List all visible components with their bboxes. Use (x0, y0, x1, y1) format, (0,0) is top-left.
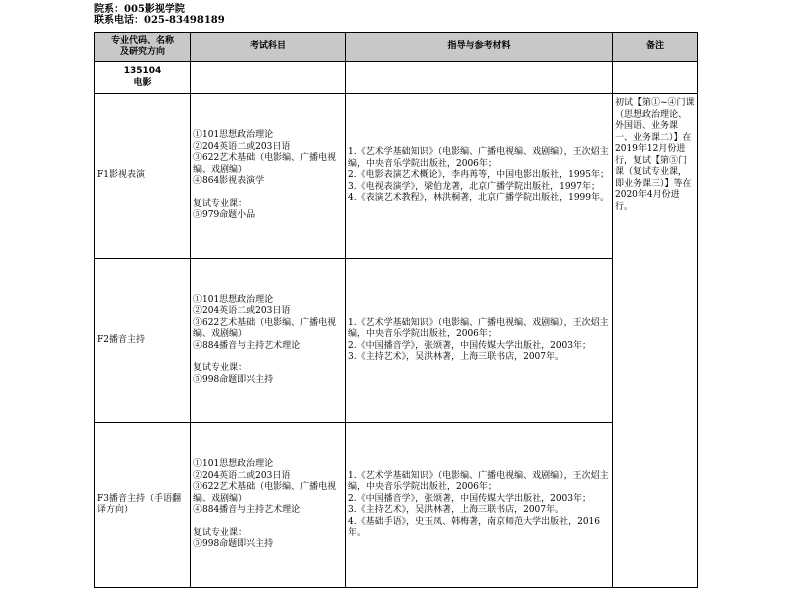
material-item: 1.《艺术学基础知识》（电影编、广播电视编、戏剧编），王次炤主编，中央音乐学院出版社，2006年； (348, 317, 609, 339)
subject-item: ③622艺术基础（电影编、广播电视编、戏剧编） (193, 317, 337, 340)
subject-item: ①101思想政治理论 (193, 130, 274, 141)
material-item: 4.《基础手语》，史玉凤、韩梅著，南京师范大学出版社，2016年。 (348, 516, 600, 538)
phone-label: 联系电话：025-83498189 (94, 15, 225, 26)
subject-item: ④884播音与主持艺术理论 (193, 505, 301, 516)
material-item: 2.《中国播音学》，张颂著，中国传媒大学出版社，2003年； (348, 493, 591, 504)
column-header-subjects: 考试科目 (191, 33, 346, 62)
material-item: 1.《艺术学基础知识》（电影编、广播电视编、戏剧编），王次炤主编，中央音乐学院出版社，2006年； (348, 470, 609, 492)
material-item: 3.《主持艺术》，吴洪林著，上海三联书店，2007年。 (348, 352, 564, 362)
materials-cell (346, 94, 613, 259)
direction-cell: F3播音主持（手语翻译方向） (95, 423, 191, 588)
empty-cell (613, 62, 698, 94)
direction-cell: F1影视表演 (95, 94, 191, 259)
document-header (94, 4, 225, 26)
subject-item: ①101思想政治理论 (193, 294, 274, 305)
major-name: 电影 (133, 77, 152, 88)
major-row (95, 62, 698, 94)
table-row (95, 259, 698, 423)
department-label: 院系：005影视学院 (94, 4, 185, 15)
retest-label: 复试专业课： (193, 527, 248, 538)
material-item: 3.《主持艺术》，吴洪林著，上海三联书店，2007年。 (348, 505, 564, 515)
column-header-notes: 备注 (613, 33, 698, 62)
retest-label: 复试专业课： (193, 363, 248, 374)
column-header-major: 专业代码、名称及研究方向 (95, 33, 191, 62)
retest-label: 复试专业课： (193, 198, 248, 209)
retest-subject: ⑤998命题即兴主持 (193, 374, 274, 385)
subject-item: ②204英语二或203日语 (193, 470, 291, 481)
materials-cell (346, 423, 613, 588)
retest-subject: ⑤979命题小品 (193, 210, 256, 221)
table-row (95, 423, 698, 588)
material-item: 2.《中国播音学》，张颂著，中国传媒大学出版社，2003年； (348, 340, 591, 351)
subject-item: ③622艺术基础（电影编、广播电视编、戏剧编） (193, 153, 337, 175)
empty-cell (191, 62, 346, 94)
table-row (95, 94, 698, 259)
subject-item: ②204英语二或203日语 (193, 306, 291, 317)
direction-cell: F2播音主持 (95, 259, 191, 423)
major-cell (95, 62, 191, 94)
material-item: 2.《电影表演艺术概论》，李冉苒等，中国电影出版社，1995年； (348, 170, 609, 181)
subject-item: ④884播音与主持艺术理论 (193, 340, 301, 351)
subject-item: ④864影视表演学 (193, 176, 265, 187)
table-header-row (95, 33, 698, 62)
column-header-materials: 指导与参考材料 (346, 33, 613, 62)
subject-item: ③622艺术基础（电影编、广播电视编、戏剧编） (193, 482, 337, 504)
empty-cell (346, 62, 613, 94)
subjects-cell (191, 259, 346, 423)
subject-item: ①101思想政治理论 (193, 459, 274, 470)
exam-table (94, 32, 698, 588)
major-code: 135104 (123, 66, 162, 76)
subjects-cell (191, 94, 346, 259)
notes-cell: 初试【第①~④门课（思想政治理论、外国语、业务课一、业务课二）】在2019年12月份进行，复试【第⑤门课（复试专业课，即业务课三）】等在2020年4月份进行。 (613, 94, 698, 588)
materials-cell (346, 259, 613, 423)
subject-item: ②204英语二或203日语 (193, 141, 291, 152)
subjects-cell (191, 423, 346, 588)
material-item: 3.《电视表演学》，梁伯龙著，北京广播学院出版社，1997年； (348, 181, 600, 192)
material-item: 1.《艺术学基础知识》（电影编、广播电视编、戏剧编），王次炤主编，中央音乐学院出版社，2006年； (348, 147, 609, 169)
material-item: 4.《表演艺术教程》，林洪桐著，北京广播学院出版社，1999年。 (348, 193, 609, 204)
retest-subject: ⑤998命题即兴主持 (193, 539, 274, 550)
